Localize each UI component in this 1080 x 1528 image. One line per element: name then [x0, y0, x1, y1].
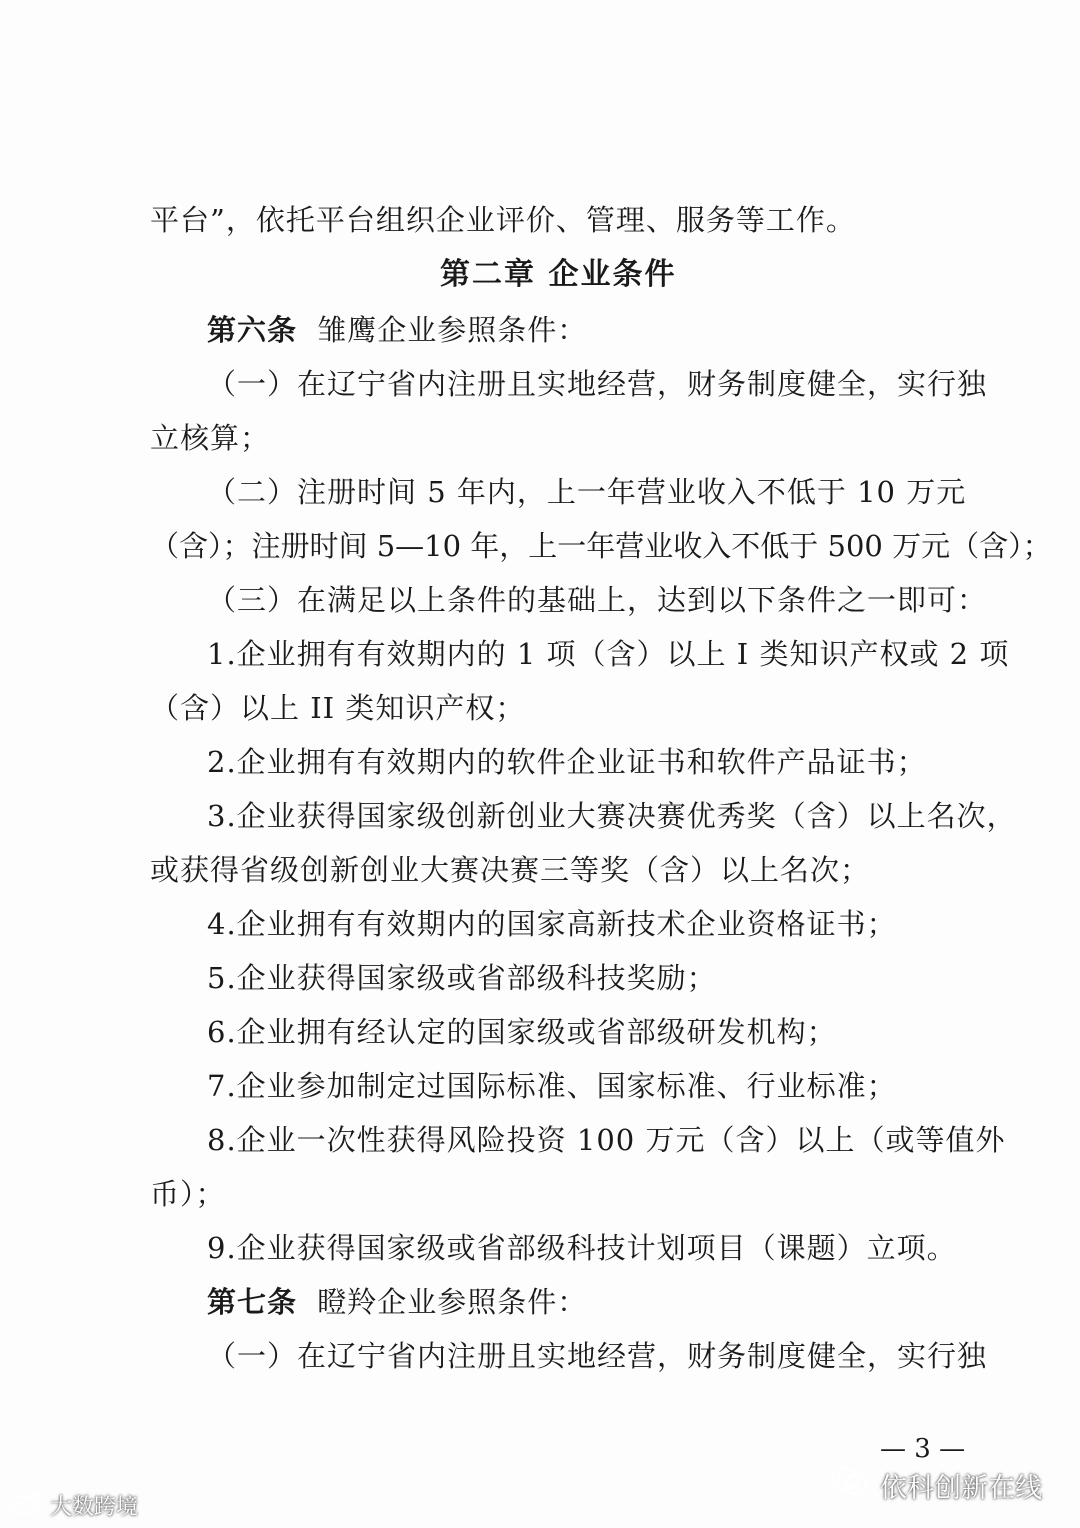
text-line: 7.企业参加制定过国际标准、国家标准、行业标准； — [207, 1069, 897, 1103]
text-line: 1.企业拥有有效期内的 1 项（含）以上 I 类知识产权或 2 项 — [207, 637, 1010, 671]
text-line: 立核算； — [150, 421, 271, 455]
wechat-icon — [830, 1466, 870, 1505]
text-line: 2.企业拥有有效期内的软件企业证书和软件产品证书； — [207, 745, 927, 779]
article-text: 瞪羚企业参照条件： — [317, 1285, 588, 1319]
text-line: 4.企业拥有有效期内的国家高新技术企业资格证书； — [207, 907, 897, 941]
text-line: （含）；注册时间 5—10 年，上一年营业收入不低于 500 万元（含）； — [150, 529, 1052, 563]
watermark-wechat — [830, 1466, 1042, 1505]
text-line: 币）； — [150, 1177, 226, 1211]
text-line: 3.企业获得国家级创新创业大赛决赛优秀奖（含）以上名次， — [207, 799, 1017, 833]
watermark-text: 大数跨境 — [50, 1494, 139, 1520]
article-label: 第六条 — [207, 313, 298, 347]
text-line: 平台”，依托平台组织企业评价、管理、服务等工作。 — [150, 203, 856, 237]
article-line — [207, 1282, 587, 1322]
watermark-text: 依科创新在线 — [880, 1473, 1042, 1504]
text-line: （一）在辽宁省内注册且实地经营，财务制度健全，实行独 — [207, 367, 988, 401]
text-line: （含）以上 II 类知识产权； — [150, 691, 526, 725]
text-line: 或获得省级创新创业大赛决赛三等奖（含）以上名次； — [150, 853, 871, 887]
text-line: （一）在辽宁省内注册且实地经营，财务制度健全，实行独 — [207, 1339, 988, 1373]
text-line: 8.企业一次性获得风险投资 100 万元（含）以上（或等值外 — [207, 1123, 1006, 1157]
page-number: — 3 — — [880, 1434, 966, 1464]
weibo-icon — [10, 1488, 44, 1522]
text-line: （三）在满足以上条件的基础上，达到以下条件之一即可： — [207, 583, 988, 617]
text-line: 5.企业获得国家级或省部级科技奖励； — [207, 961, 717, 995]
article-text: 雏鹰企业参照条件： — [317, 313, 588, 347]
text-line: 9.企业获得国家级或省部级科技计划项目（课题）立项。 — [207, 1231, 957, 1265]
chapter-heading: 第二章 企业条件 — [440, 257, 677, 292]
article-line — [207, 310, 587, 350]
text-line: 6.企业拥有经认定的国家级或省部级研发机构； — [207, 1015, 837, 1049]
text-line: （二）注册时间 5 年内，上一年营业收入不低于 10 万元 — [207, 475, 967, 509]
watermark-weibo — [10, 1488, 138, 1522]
article-label: 第七条 — [207, 1285, 298, 1319]
